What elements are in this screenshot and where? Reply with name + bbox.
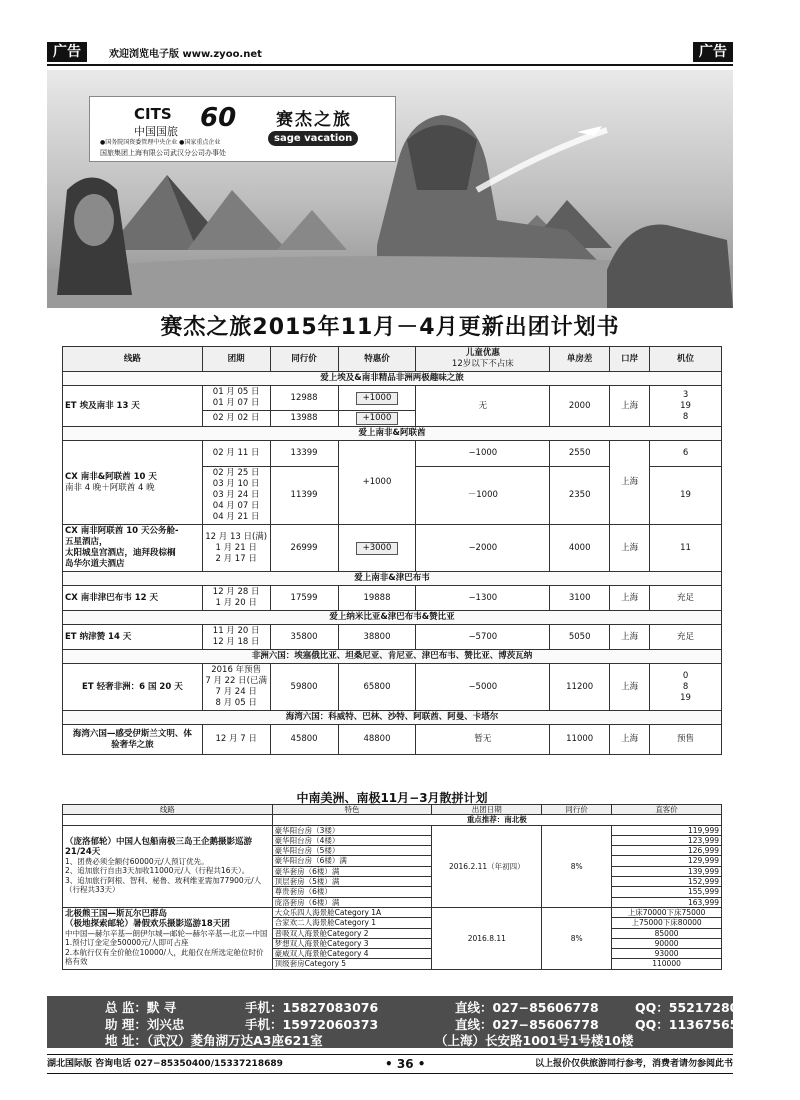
header-dates: 团期 [202,347,270,372]
site-url[interactable]: 欢迎浏览电子版 www.zyoo.net [109,49,262,60]
contact-panel: 总 监：默 寻 手机：15827083076 直线：027−85606778 QQ：552172808 助 理：刘兴忠 手机：15972060373 直线：027−85606778 QQ：1136756566 地 址：（武汉）菱角湖万达A3座621室 （上海）长安路1001号1号楼10楼 [47,996,733,1048]
tour-schedule-table [62,346,722,755]
header-child: 儿童优惠 12岁以下不占床 [416,347,550,372]
footer-left: 湖北国际版 咨询电话 027−85350400/15337218689 [47,1059,283,1069]
header-trade-price: 同行价 [270,347,338,372]
table-row: CX 南非阿联酋 10 天公务舱- 五星酒店， 太阳城皇宫酒店，迪拜段棕榈 岛华尔道夫酒店 12 月 13 日(满) 1 月 21 日 2 月 17 日 26999 +3000 −2000 4000 上海 11 [63,525,722,572]
page-number: • 36 • [385,1057,426,1071]
cruise-table: 线路 特色 出团日期 同行价 直客价 重点推荐：南北极 （庞洛郁轮）中国人包船南极三岛王企鹅摄影巡游21/24天 1、团费必须全额付60000元/人预订优先。 2、追加旅行自由3天加收11000元/人（行程共16天）。 3、追加旅行阿根、智利、秘鲁、玻利维亚需加77900元/人（行程共33天） 豪华阳台房（3楼） 2016.2.11（年初四） 8% 119,999 豪华阳台房（4楼） 123,999 豪华阳台房（5楼） 126,999 豪华阳台房（6楼）满 129,999 豪华套房（6楼）满 139,999 顶层套房（5楼）满 152,999 尊贵套房（6楼） 155,999 庞洛套房（6楼）满 163,999 北极熊王国—斯瓦尔巴群岛 （极地探索邮轮）暑假欢乐摄影巡游18天团 中中国—赫尔辛基—朗伊尔城—邮轮—赫尔辛基—北京—中国 1.预付订金定金50000元/人即可占座 2.本航行仅有全价舱位10000/人，此船仅在所选定舱位时价格有效 大众乐四人海景舱Category 1A 2016.8.11 8% 上床70000下床75000 合家欢二人海景舱Category 1 上75000下床80000 普吸双人海景舱Category 2 85000 梦想双人海景舱Category 3 90000 豪威双人海景舱Category 4 93000 顶级套房Category 5 110000 [62,804,722,970]
table-row: ET 埃及南非 13 天 01 月 05 日 01 月 07 日 12988 +1000 无 2000 上海 3 19 8 [63,386,722,411]
table-row: CX 南非&阿联酋 10 天 南非 4 晚＋阿联酋 4 晚 02 月 11 日 13399 +1000 −1000 2550 上海 6 [63,441,722,467]
ad-tag-left: 广告 [47,42,87,62]
cits-subtitle: ●国务院国资委管理中央企业 ●国家重点企业 [100,139,221,146]
brand-name: 赛杰之旅 [276,110,352,130]
table-row: 北极熊王国—斯瓦尔巴群岛 （极地探索邮轮）暑假欢乐摄影巡游18天团 中中国—赫尔辛基—朗伊尔城—邮轮—赫尔辛基—北京—中国 1.预付订金定金50000元/人即可占座 2.本航行仅有全价舱位10000/人，此船仅在所选定舱位时价格有效 大众乐四人海景舱Category 1A 2016.8.11 8% 上床70000下床75000 [63,907,722,917]
section-title: 非洲六国：埃塞俄比亚、坦桑尼亚、肯尼亚、津巴布韦、赞比亚、博茨瓦纳 [63,650,722,664]
logo-panel [89,96,396,162]
header-single: 单房差 [550,347,610,372]
table-row: ET 轻奢非洲：6 国 20 天 2016 年预售 7 月 22 日(已满 7 月 24 日 8 月 05 日 59800 65800 −5000 11200 上海 0 8 19 [63,664,722,711]
top-bar [47,42,733,66]
table-row: 海湾六国—感受伊斯兰文明、体 验奢华之旅 12 月 7 日 45800 48800 暂无 11000 上海 预售 [63,725,722,755]
anniversary-mark: 60 [200,103,237,133]
section-title: 海湾六国：科威特、巴林、沙特、阿联酋、阿曼、卡塔尔 [63,711,722,725]
cits-company: 国旅集团上海有限公司武汉分公司办事处 [100,149,226,157]
table-row: 02 月 25 日 03 月 10 日 03 月 24 日 04 月 07 日 04 月 21 日 11399 －1000 2350 19 [63,467,722,525]
footer-disclaimer: 以上报价仅供旅游同行参考，消费者请勿参阅此书 [534,1059,733,1069]
cits-cn: 中国国旅 [134,125,178,138]
table-row: （庞洛郁轮）中国人包船南极三岛王企鹅摄影巡游21/24天 1、团费必须全额付60000元/人预订优先。 2、追加旅行自由3天加收11000元/人（行程共16天）。 3、追加旅行阿根、智利、秘鲁、玻利维亚需加77900元/人（行程共33天） 豪华阳台房（3楼） 2016.2.11（年初四） 8% 119,999 [63,825,722,835]
header-special-price: 特惠价 [338,347,416,372]
section-heading: 中南美洲、南极11月−3月散拼计划 [296,791,488,805]
cits-logo: CITS [134,105,172,123]
table-row: 02 月 02 日 13988 +1000 [63,411,722,427]
header-route: 线路 [63,347,203,372]
section-title: 爱上南非&津巴布韦 [63,572,722,586]
section-title: 爱上纳米比亚&津巴布韦&赞比亚 [63,611,722,625]
ad-tag-right: 广告 [693,42,733,62]
header-port: 口岸 [610,347,650,372]
table-row: CX 南非津巴布韦 12 天 12 月 28 日 1 月 20 日 17599 19888 −1300 3100 上海 充足 [63,586,722,611]
header-seats: 机位 [650,347,722,372]
brand-english: sage vacation [268,131,358,146]
section-title: 爱上埃及&南非精品非洲两极趣味之旅 [63,372,722,386]
page-title: 赛杰之旅2015年11月－4月更新出团计划书 [160,315,620,340]
page-footer [47,1054,733,1074]
hero-banner [47,70,733,308]
table-row: ET 纳津赞 14 天 11 月 20 日 12 月 18 日 35800 38800 −5700 5050 上海 充足 [63,625,722,650]
highlight-row: 重点推荐：南北极 [272,815,721,825]
section-title: 爱上南非&阿联酋 [63,427,722,441]
